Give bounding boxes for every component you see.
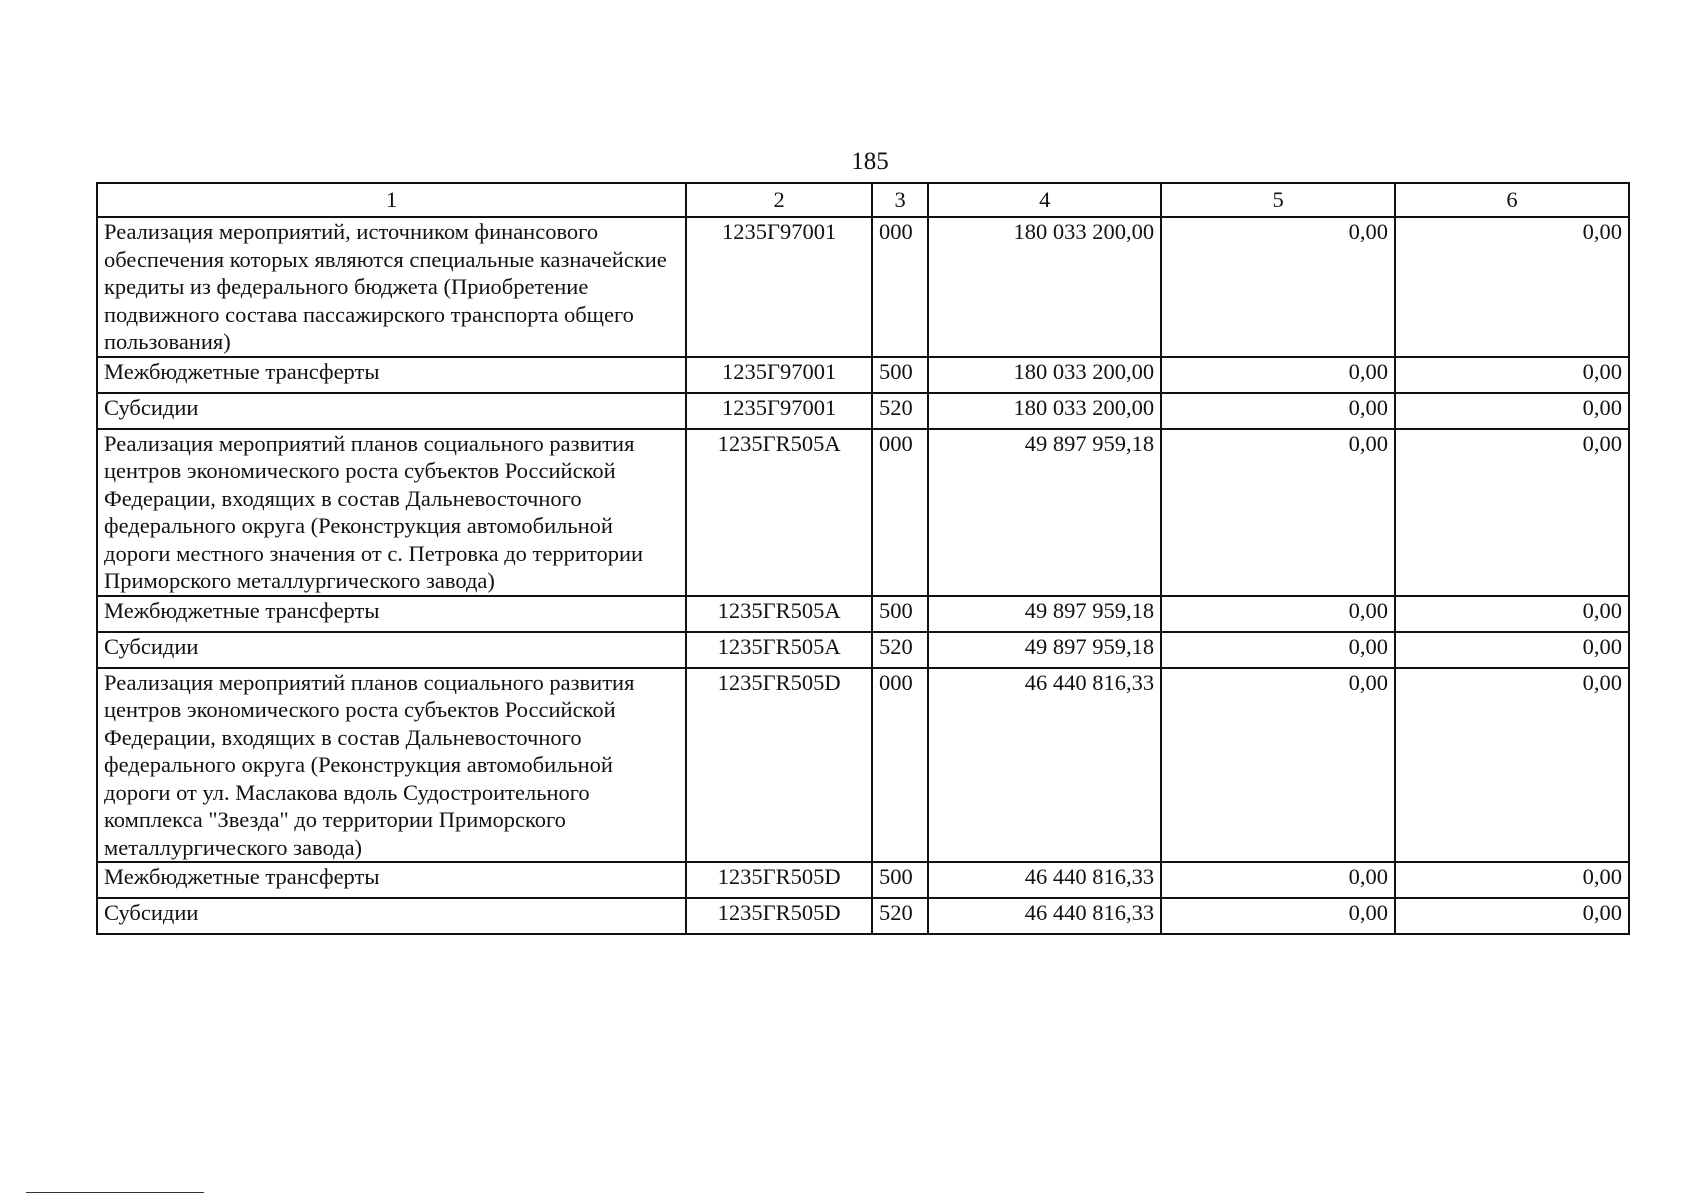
row-name-cell: Реализация мероприятий планов социального развития центров экономического роста субъектов Российской Федерации, входящих в состав Дальневосточного федерального округа (Реконструкция автомобильной дороги от ул. Маслакова вдоль Судостроительного комплекса "Звезда" до территории Приморского металлургического завода) (97, 668, 686, 863)
row-vr-cell: 000 (872, 668, 928, 863)
table-row (97, 429, 1629, 596)
header-col-6: 6 (1395, 183, 1629, 217)
row-vr-cell: 520 (872, 393, 928, 429)
header-col-5: 5 (1161, 183, 1395, 217)
row-value-col5: 0,00 (1161, 393, 1395, 429)
row-value-col6: 0,00 (1395, 898, 1629, 934)
row-name-cell: Реализация мероприятий планов социального развития центров экономического роста субъектов Российской Федерации, входящих в состав Дальневосточного федерального округа (Реконструкция автомобильной дороги местного значения от с. Петровка до территории Приморского металлургического завода) (97, 429, 686, 596)
row-value-col4: 46 440 816,33 (928, 898, 1161, 934)
row-value-col6: 0,00 (1395, 668, 1629, 863)
row-code-cell: 1235ГR505A (686, 429, 872, 596)
table-row (97, 357, 1629, 393)
row-value-col6: 0,00 (1395, 217, 1629, 357)
table-row (97, 393, 1629, 429)
row-value-col5: 0,00 (1161, 862, 1395, 898)
row-vr-cell: 500 (872, 596, 928, 632)
row-value-col4: 46 440 816,33 (928, 862, 1161, 898)
row-value-col6: 0,00 (1395, 632, 1629, 668)
row-value-col5: 0,00 (1161, 217, 1395, 357)
row-value-col4: 180 033 200,00 (928, 357, 1161, 393)
row-name-cell: Реализация мероприятий, источником финансового обеспечения которых являются специальные казначейские кредиты из федерального бюджета (Приобретение подвижного состава пассажирского транспорта общего пользования) (97, 217, 686, 357)
row-value-col6: 0,00 (1395, 429, 1629, 596)
row-vr-cell: 500 (872, 862, 928, 898)
header-col-4: 4 (928, 183, 1161, 217)
row-vr-cell: 000 (872, 217, 928, 357)
table-row (97, 217, 1629, 357)
row-value-col5: 0,00 (1161, 668, 1395, 863)
table-header (97, 183, 1629, 217)
row-code-cell: 1235Г97001 (686, 217, 872, 357)
row-code-cell: 1235ГR505D (686, 668, 872, 863)
row-value-col5: 0,00 (1161, 632, 1395, 668)
row-code-cell: 1235Г97001 (686, 357, 872, 393)
row-code-cell: 1235ГR505A (686, 632, 872, 668)
row-code-cell: 1235Г97001 (686, 393, 872, 429)
row-value-col5: 0,00 (1161, 898, 1395, 934)
row-code-cell: 1235ГR505D (686, 898, 872, 934)
row-value-col5: 0,00 (1161, 429, 1395, 596)
row-name-cell: Межбюджетные трансферты (97, 357, 686, 393)
row-name-cell: Межбюджетные трансферты (97, 862, 686, 898)
row-value-col4: 49 897 959,18 (928, 596, 1161, 632)
row-value-col6: 0,00 (1395, 596, 1629, 632)
row-name-cell: Субсидии (97, 632, 686, 668)
header-col-1: 1 (97, 183, 686, 217)
row-vr-cell: 500 (872, 357, 928, 393)
row-value-col6: 0,00 (1395, 393, 1629, 429)
table-row (97, 596, 1629, 632)
row-code-cell: 1235ГR505A (686, 596, 872, 632)
row-value-col4: 180 033 200,00 (928, 217, 1161, 357)
header-row (97, 183, 1629, 217)
row-name-cell: Межбюджетные трансферты (97, 596, 686, 632)
row-value-col6: 0,00 (1395, 862, 1629, 898)
row-value-col4: 46 440 816,33 (928, 668, 1161, 863)
row-value-col4: 49 897 959,18 (928, 632, 1161, 668)
row-name-cell: Субсидии (97, 393, 686, 429)
row-value-col4: 49 897 959,18 (928, 429, 1161, 596)
table-row (97, 898, 1629, 934)
header-col-2: 2 (686, 183, 872, 217)
row-code-cell: 1235ГR505D (686, 862, 872, 898)
row-name-cell: Субсидии (97, 898, 686, 934)
page-number: 185 (851, 148, 889, 175)
row-vr-cell: 520 (872, 632, 928, 668)
table-row (97, 668, 1629, 863)
table-row (97, 862, 1629, 898)
row-value-col5: 0,00 (1161, 357, 1395, 393)
table-row (97, 632, 1629, 668)
table-body (97, 217, 1629, 934)
budget-table (96, 182, 1630, 935)
row-vr-cell: 520 (872, 898, 928, 934)
row-value-col5: 0,00 (1161, 596, 1395, 632)
row-value-col6: 0,00 (1395, 357, 1629, 393)
row-vr-cell: 000 (872, 429, 928, 596)
footnote-divider (26, 1192, 204, 1193)
header-col-3: 3 (872, 183, 928, 217)
row-value-col4: 180 033 200,00 (928, 393, 1161, 429)
